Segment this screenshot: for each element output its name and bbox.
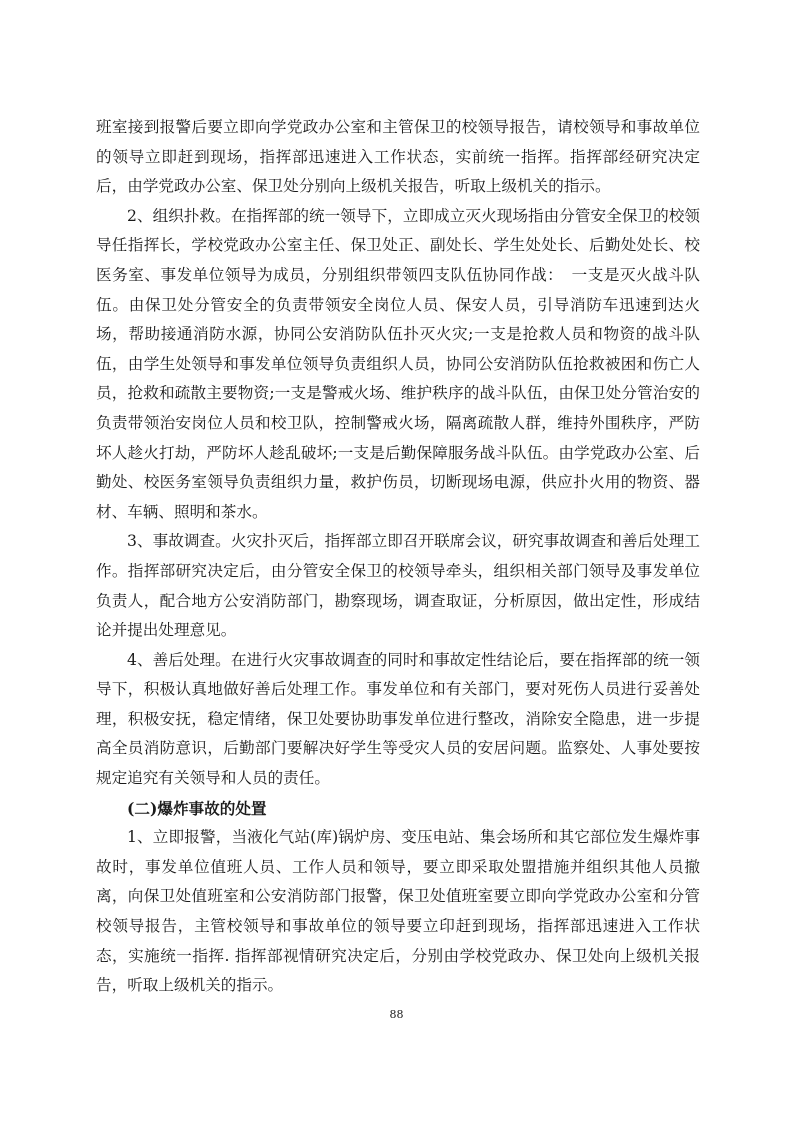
page-number: 88 [389,1008,404,1021]
section-heading-explosion: (二)爆炸事故的处置 [127,798,267,818]
paragraph-immediate-alarm: 1、立即报警，当液化气站(库)锅炉房、变压电站、集会场所和其它部位发生爆炸事故时，事发单位值班人员、工作人员和领导，要立即采取处盟措施并组织其他人员撤离，向保卫处值班室和公安消防部门报警，保卫处值班室要立即向学党政办公室和分管校领导报告，主管校领导和事故单位的领导要立印赶到现场，指挥部迅速进入工作状态，实施统一指挥. 指挥部视情研究决定后，分别由学校党政办、保卫处向上级机关报告，听取上级机关的指示。 [96,828,700,995]
paragraph-continued: 班室接到报警后要立即向学党政办公室和主管保卫的校领导报告，请校领导和事故单位的领导立即赶到现场，指挥部迅速进入工作状态，实前统一指挥。指挥部经研究决定后，由学党政办公室、保卫处分别向上级机关报告，听取上级机关的指示。 [96,118,700,196]
page-body [96,113,700,1001]
paragraph-organize-firefighting: 2、组织扑救。在指挥部的统一领导下，立即成立灭火现场指由分管安全保卫的校领导任指挥长，学校党政办公室主任、保卫处正、副处长、学生处处长、后勤处处长、校医务室、事发单位领导为成员，分别组织带领四支队伍协同作战： 一支是灭火战斗队伍。由保卫处分管安全的负责带领安全岗位人员、保安人员，引导消防车迅速到达火场，帮助接通消防水源，协同公安消防队伍扑灭火灾;一支是抢救人员和物资的战斗队伍，由学生处领导和事发单位领导负责组织人员，协同公安消防队伍抢救被困和伤亡人员，抢救和疏散主要物资;一支是警戒火场、维护秩序的战斗队伍，由保卫处分管治安的负责带领治安岗位人员和校卫队，控制警戒火场，隔离疏散人群，维持外围秩序，严防坏人趁火打劫，严防坏人趁乱破坏;一支是后勤保障服务战斗队伍。由学党政办公室、后勤处、校医务室领导负责组织力量，救护伤员，切断现场电源，供应扑火用的物资、器材、车辆、照明和茶水。 [96,206,700,521]
paragraph-accident-investigation: 3、事故调查。火灾扑灭后，指挥部立即召开联席会议，研究事故调查和善后处理工作。指挥部研究决定后，由分管安全保卫的校领导牵头，组织相关部门领导及事发单位负责人，配合地方公安消防部门，勘察现场，调查取证，分析原因，做出定性，形成结论并提出处理意见。 [96,532,700,640]
paragraph-aftermath-handling: 4、善后处理。在进行火灾事故调查的同时和事故定性结论后，要在指挥部的统一领导下，积极认真地做好善后处理工作。事发单位和有关部门，要对死伤人员进行妥善处理，积极安抚，稳定情绪，保卫处要协助事发单位进行整改，消除安全隐患，进一步提高全员消防意识，后勤部门要解决好学生等受灾人员的安居问题。监察处、人事处要按规定追究有关领导和人员的责任。 [96,650,700,788]
